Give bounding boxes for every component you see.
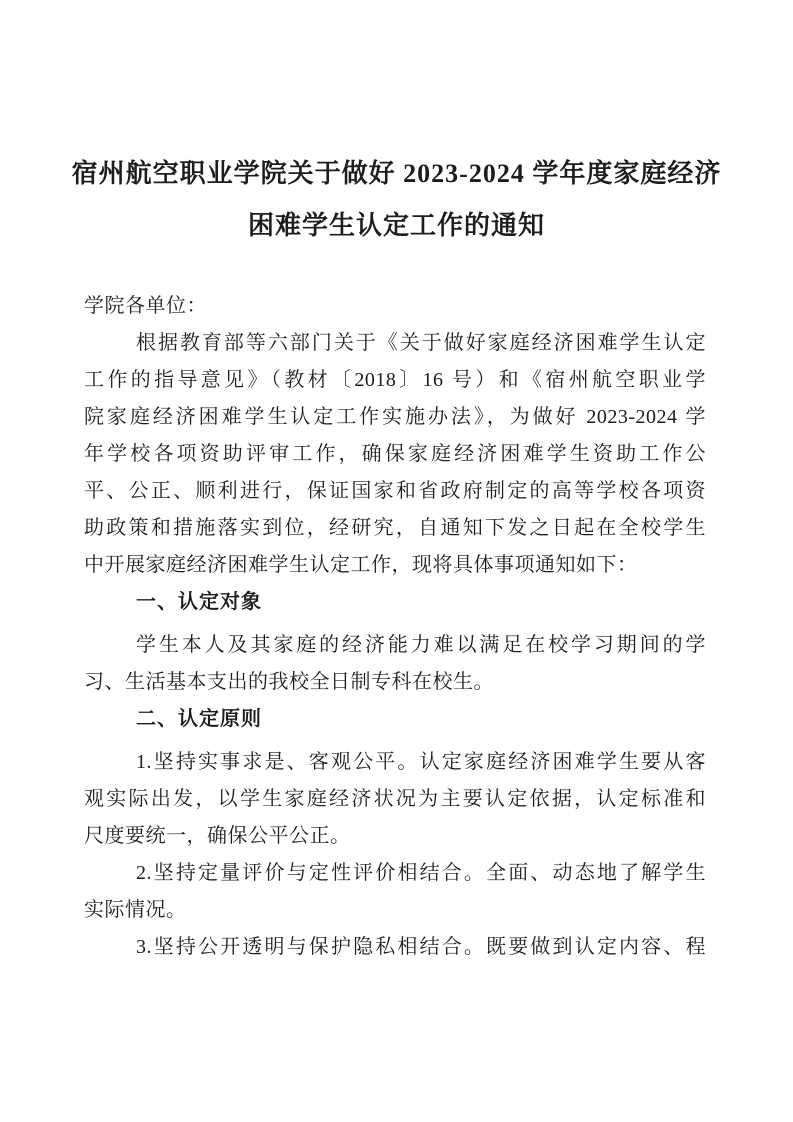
body-line: 年学校各项资助评审工作，确保家庭经济困难学生资助工作公 bbox=[84, 443, 706, 465]
body-line: 学生本人及其家庭的经济能力难以满足在校学习期间的学 bbox=[136, 634, 706, 656]
title-line-1: 宿州航空职业学院关于做好 2023-2024 学年度家庭经济 bbox=[71, 159, 722, 188]
body-line: 平、公正、顺利进行，保证国家和省政府制定的高等学校各项资 bbox=[84, 480, 706, 502]
salutation: 学院各单位： bbox=[84, 295, 207, 317]
body-line: 工作的指导意见》（教材〔2018〕16 号）和《宿州航空职业学 bbox=[84, 369, 706, 391]
body-line: 2.坚持定量评价与定性评价相结合。全面、动态地了解学生 bbox=[136, 862, 706, 884]
document-title bbox=[45, 148, 748, 252]
body-line: 根据教育部等六部门关于《关于做好家庭经济困难学生认定 bbox=[136, 332, 706, 354]
body-line: 习、生活基本支出的我校全日制专科在校生。 bbox=[84, 671, 494, 693]
body-line: 1.坚持实事求是、客观公平。认定家庭经济困难学生要从客 bbox=[136, 751, 706, 773]
title-line-2: 困难学生认定工作的通知 bbox=[247, 211, 545, 240]
body-line: 中开展家庭经济困难学生认定工作，现将具体事项通知如下： bbox=[84, 554, 638, 576]
body-line: 实际情况。 bbox=[84, 899, 187, 921]
body-line: 尺度要统一，确保公平公正。 bbox=[84, 825, 351, 847]
body-line: 助政策和措施落实到位，经研究，自通知下发之日起在全校学生 bbox=[84, 517, 706, 539]
body-line: 院家庭经济困难学生认定工作实施办法》，为做好 2023-2024 学 bbox=[84, 406, 706, 428]
section-heading-1: 一、认定对象 bbox=[136, 591, 262, 613]
section-heading-2: 二、认定原则 bbox=[136, 708, 262, 730]
body-line: 3.坚持公开透明与保护隐私相结合。既要做到认定内容、程 bbox=[136, 936, 706, 958]
body-line: 观实际出发，以学生家庭经济状况为主要认定依据，认定标准和 bbox=[84, 788, 706, 810]
document-body bbox=[84, 288, 706, 966]
